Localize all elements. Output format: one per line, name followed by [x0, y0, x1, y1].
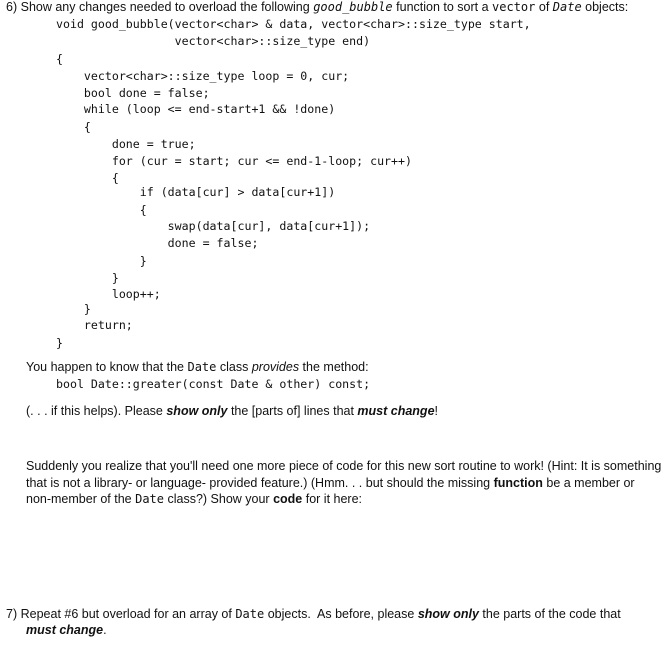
code-line: while (loop <= end-start+1 && !done) [56, 102, 336, 116]
code-line: for (cur = start; cur <= end-1-loop; cur++) [56, 154, 412, 168]
question-7-prompt: 7) Repeat #6 but overload for an array of Date objects. As before, please show only the parts of the code that [6, 607, 621, 621]
hint-paragraph-line: Suddenly you realize that you'll need one more piece of code for this new sort routine to work! (Hint: It is something [26, 459, 662, 473]
method-signature: bool Date::greater(const Date & other) const; [56, 377, 371, 391]
code-line: vector<char>::size_type end) [56, 34, 371, 48]
code-line: return; [56, 318, 133, 332]
code-line: } [56, 271, 119, 285]
function-name: good_bubble [313, 0, 393, 14]
question-7-prompt-cont: must change. [26, 623, 107, 637]
code-line: done = true; [56, 137, 196, 151]
hint-paragraph-line: that is not a library- or language- provided feature.) (Hmm. . . but should the missing function be a member or [26, 476, 635, 490]
hint-paragraph-line: non-member of the Date class?) Show your code for it here: [26, 492, 363, 506]
code-line: if (data[cur] > data[cur+1]) [56, 185, 336, 199]
question-6-prompt: 6) Show any changes needed to overload the following good_bubble function to sort a vector of Date objects: [6, 0, 629, 14]
question-number: 6) [6, 0, 18, 14]
code-line: loop++; [56, 287, 161, 301]
code-line: vector<char>::size_type loop = 0, cur; [56, 69, 350, 83]
question-number: 7) [6, 607, 18, 621]
code-line: { [56, 120, 91, 134]
code-line: { [56, 52, 63, 66]
code-line: done = false; [56, 236, 259, 250]
code-line: { [56, 171, 119, 185]
code-line: } [56, 254, 147, 268]
code-line: void good_bubble(vector<char> & data, vector<char>::size_type start, [56, 17, 531, 31]
code-line: } [56, 302, 91, 316]
provides-sentence: You happen to know that the Date class provides the method: [26, 360, 369, 374]
instructions-note: (. . . if this helps). Please show only the [parts of] lines that must change! [26, 404, 439, 418]
code-line: } [56, 336, 63, 350]
code-line: { [56, 203, 147, 217]
code-line: bool done = false; [56, 86, 210, 100]
code-line: swap(data[cur], data[cur+1]); [56, 219, 371, 233]
